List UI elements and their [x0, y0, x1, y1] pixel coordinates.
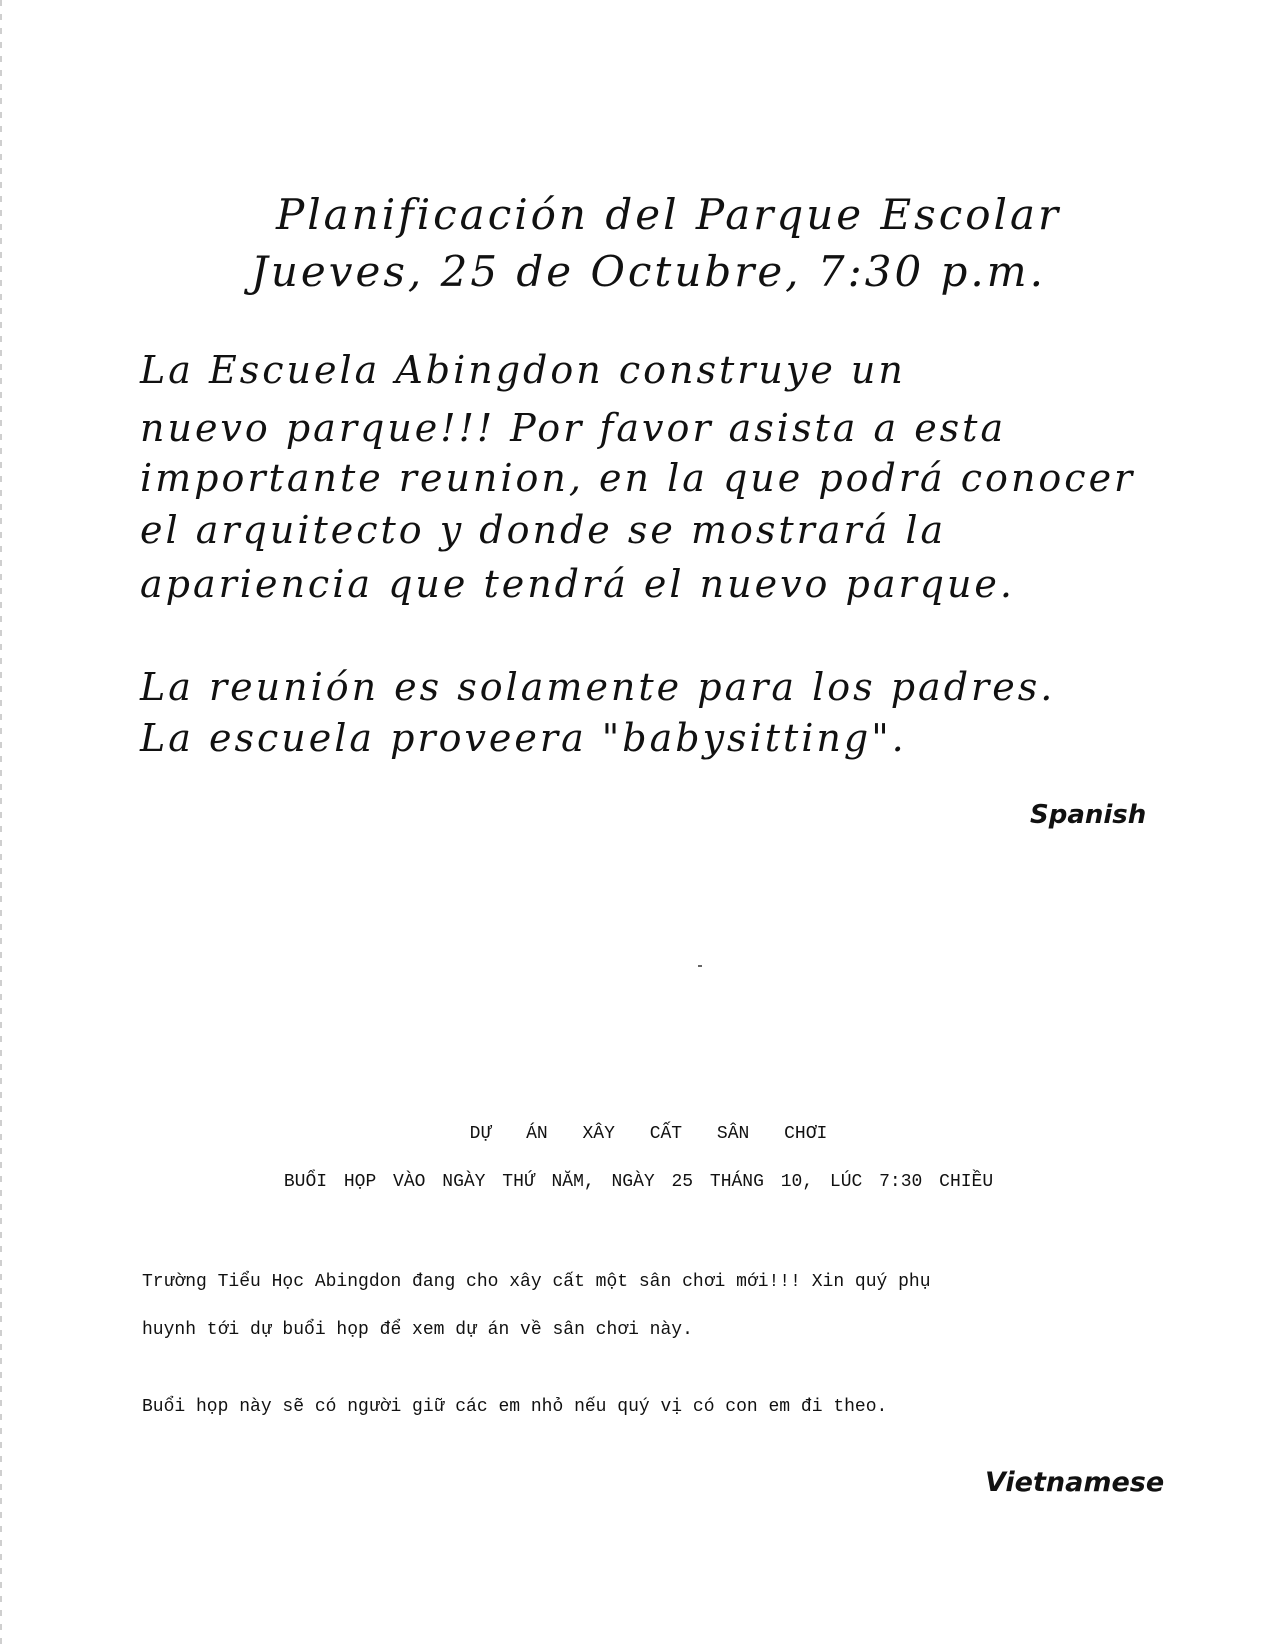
spanish-paragraph1-line1: La Escuela Abingdon construye un [140, 348, 906, 392]
spanish-paragraph2-line1: La reunión es solamente para los padres. [140, 665, 1056, 709]
vietnamese-title: DỰ ÁN XÂY CẤT SÂN CHƠI [469, 1124, 828, 1144]
vietnamese-date: BUỔI HỌP VÀO NGÀY THỨ NĂM, NGÀY 25 THÁNG 10, LÚC 7:30 CHIỀU [283, 1172, 994, 1192]
spanish-language-label: Spanish [1030, 800, 1147, 830]
spanish-paragraph1-line2: nuevo parque!!! Por favor asista a esta [140, 406, 1007, 450]
spanish-paragraph1-line3: importante reunion, en la que podrá conocer [140, 456, 1136, 500]
spanish-date: Jueves, 25 de Octubre, 7:30 p.m. [251, 247, 1046, 296]
spanish-title: Planificación del Parque Escolar [275, 190, 1062, 239]
vietnamese-paragraph2: Buổi họp này sẽ có người giữ các em nhỏ nếu quý vị có con em đi theo. [142, 1397, 888, 1417]
scan-edge [0, 0, 2, 1652]
vietnamese-paragraph1-line1: Trường Tiểu Học Abingdon đang cho xây cất một sân chơi mới!!! Xin quý phụ [142, 1272, 931, 1292]
vietnamese-language-label: Vietnamese [985, 1467, 1165, 1498]
spanish-paragraph1-line5: apariencia que tendrá el nuevo parque. [140, 562, 1016, 606]
spanish-paragraph1-line4: el arquitecto y donde se mostrará la [140, 508, 947, 552]
scan-speck [698, 965, 702, 967]
spanish-paragraph2-line2: La escuela proveera "babysitting". [140, 716, 907, 760]
vietnamese-paragraph1-line2: huynh tới dự buổi họp để xem dự án về sân chơi này. [142, 1320, 693, 1340]
